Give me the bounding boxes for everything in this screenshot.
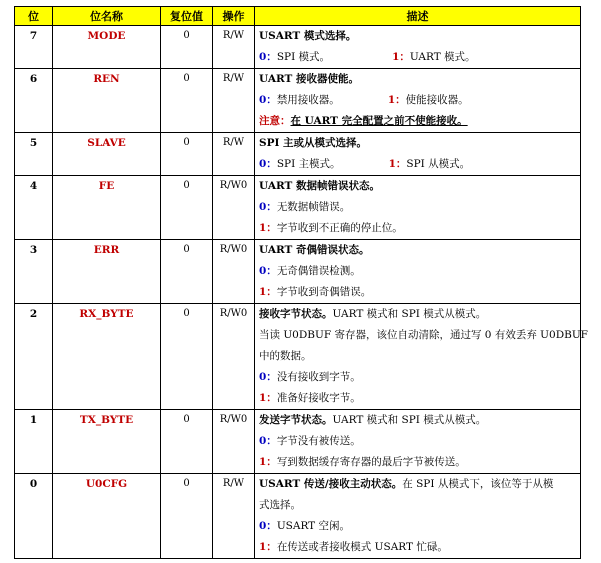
desc-option-1 <box>259 452 576 473</box>
desc-cell <box>255 304 588 410</box>
desc-option-0 <box>259 516 576 537</box>
option-key: 0： <box>259 371 277 383</box>
desc-extra: 当读 U0DBUF 寄存器，该位自动清除，通过写 0 有效丢弃 U0DBUF <box>259 329 588 341</box>
desc-title: UART 接收器使能。 <box>259 73 359 85</box>
op-cell: R/W <box>213 26 255 69</box>
note-label: 注意： <box>259 115 291 127</box>
option-key: 1： <box>259 286 277 298</box>
bit-cell: 0 <box>15 474 53 559</box>
option-key: 0： <box>259 520 277 532</box>
desc-cell <box>255 474 581 559</box>
desc-title: USART 传送/接收主动状态。 <box>259 478 403 490</box>
desc-title: UART 数据帧错误状态。 <box>259 180 380 192</box>
bit-cell: 7 <box>15 26 53 69</box>
desc-option-1 <box>259 388 576 409</box>
reset-cell: 0 <box>161 176 213 240</box>
option-key: 1： <box>388 158 407 170</box>
reset-cell: 0 <box>161 26 213 69</box>
desc-title-tail: 在 SPI 从模式下，该位等于从模 <box>402 478 554 490</box>
bit-cell: 5 <box>15 133 53 176</box>
option-text: 禁用接收器。 <box>276 94 340 106</box>
desc-options <box>259 47 576 68</box>
op-cell: R/W <box>213 69 255 133</box>
bit-cell: 1 <box>15 410 53 474</box>
desc-option-0 <box>259 261 576 282</box>
header-bit: 位 <box>15 7 53 26</box>
option-text: 字节收到不正确的停止位。 <box>276 222 403 234</box>
reset-cell: 0 <box>161 410 213 474</box>
table-row <box>15 240 581 304</box>
option-text: 字节没有被传送。 <box>276 435 361 447</box>
table-row <box>15 26 581 69</box>
op-cell: R/W0 <box>213 240 255 304</box>
desc-options <box>259 90 576 111</box>
desc-option-1 <box>259 282 576 303</box>
table-row <box>15 410 581 474</box>
option-key: 0： <box>259 94 277 106</box>
desc-extra: 中的数据。 <box>259 350 312 362</box>
option-text: 在传送或者接收模式 USART 忙碌。 <box>276 541 448 553</box>
reset-cell: 0 <box>161 240 213 304</box>
name-cell: RX_BYTE <box>53 304 161 410</box>
desc-options <box>259 154 576 175</box>
desc-title-line <box>259 304 576 325</box>
desc-title-tail: UART 模式和 SPI 模式从模式。 <box>332 414 487 426</box>
option-text: 字节收到奇偶错误。 <box>276 286 372 298</box>
header-reset: 复位值 <box>161 7 213 26</box>
option-key: 1： <box>387 94 406 106</box>
desc-title: USART 模式选择。 <box>259 30 357 42</box>
name-cell: TX_BYTE <box>53 410 161 474</box>
option-text: 写到数据缓存寄存器的最后字节被传送。 <box>276 456 466 468</box>
table-row <box>15 176 581 240</box>
table-row <box>15 133 581 176</box>
option-text: SPI 主模式。 <box>276 158 341 170</box>
table-header-row <box>15 7 581 26</box>
option-text: SPI 模式。 <box>276 51 331 63</box>
desc-title: SPI 主或从模式选择。 <box>259 137 368 149</box>
option-text: SPI 从模式。 <box>406 158 471 170</box>
desc-option-1 <box>259 218 576 239</box>
desc-extra: 式选择。 <box>259 499 301 511</box>
desc-title: 发送字节状态。 <box>259 414 333 426</box>
option-text: 使能接收器。 <box>405 94 469 106</box>
table-row <box>15 474 581 559</box>
option-key: 0： <box>259 158 277 170</box>
option-key: 1： <box>259 456 277 468</box>
desc-note <box>259 111 576 132</box>
reset-cell: 0 <box>161 474 213 559</box>
desc-option-1 <box>259 537 576 558</box>
header-desc: 描述 <box>255 7 581 26</box>
table-row <box>15 69 581 133</box>
reset-cell: 0 <box>161 69 213 133</box>
bit-cell: 4 <box>15 176 53 240</box>
option-text: 无奇偶错误检测。 <box>276 265 361 277</box>
option-key: 1： <box>392 51 410 63</box>
desc-cell <box>255 69 581 133</box>
bit-cell: 2 <box>15 304 53 410</box>
op-cell: R/W0 <box>213 304 255 410</box>
desc-cell <box>255 176 581 240</box>
desc-cell <box>255 240 581 304</box>
op-cell: R/W0 <box>213 176 255 240</box>
desc-cell <box>255 26 581 69</box>
option-text: 无数据帧错误。 <box>276 201 351 213</box>
op-cell: R/W0 <box>213 410 255 474</box>
desc-cell <box>255 410 581 474</box>
option-text: 准备好接收字节。 <box>276 392 361 404</box>
desc-cell <box>255 133 581 176</box>
op-cell: R/W <box>213 474 255 559</box>
option-key: 0： <box>259 51 277 63</box>
note-text: 在 UART 完全配置之前不使能接收。 <box>290 115 468 127</box>
option-text: USART 空闲。 <box>276 520 350 532</box>
option-key: 0： <box>259 201 277 213</box>
table-row <box>15 304 581 410</box>
option-text: 没有接收到字节。 <box>276 371 361 383</box>
option-key: 1： <box>259 541 277 553</box>
op-cell: R/W <box>213 133 255 176</box>
bit-cell: 6 <box>15 69 53 133</box>
desc-option-0 <box>259 431 576 452</box>
option-key: 1： <box>259 222 277 234</box>
desc-title-line <box>259 474 576 495</box>
option-key: 0： <box>259 265 277 277</box>
name-cell: MODE <box>53 26 161 69</box>
desc-title-line <box>259 410 576 431</box>
desc-title: UART 奇偶错误状态。 <box>259 244 370 256</box>
reset-cell: 0 <box>161 304 213 410</box>
option-key: 0： <box>259 435 277 447</box>
bit-cell: 3 <box>15 240 53 304</box>
name-cell: ERR <box>53 240 161 304</box>
name-cell: FE <box>53 176 161 240</box>
name-cell: SLAVE <box>53 133 161 176</box>
desc-title-tail: UART 模式和 SPI 模式从模式。 <box>332 308 487 320</box>
desc-option-0 <box>259 197 576 218</box>
desc-title: 接收字节状态。 <box>259 308 333 320</box>
register-table <box>14 6 588 559</box>
option-text: UART 模式。 <box>409 51 476 63</box>
name-cell: REN <box>53 69 161 133</box>
option-key: 1： <box>259 392 277 404</box>
name-cell: U0CFG <box>53 474 161 559</box>
header-op: 操作 <box>213 7 255 26</box>
desc-option-0 <box>259 367 576 388</box>
reset-cell: 0 <box>161 133 213 176</box>
header-name: 位名称 <box>53 7 161 26</box>
